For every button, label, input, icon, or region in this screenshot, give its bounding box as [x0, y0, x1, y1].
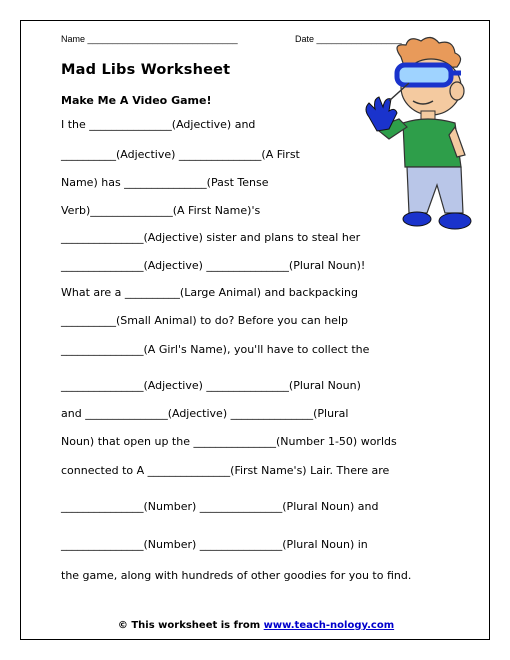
story-line: Name) has _______________(Past Tense — [61, 176, 269, 189]
cartoon-boy-goggles-illustration — [361, 35, 486, 240]
story-line: _______________(Number) _______________(Plural Noun) and — [61, 500, 379, 513]
story-title: Make Me A Video Game! — [61, 94, 212, 107]
story-line: Noun) that open up the _______________(Number 1-50) worlds — [61, 435, 397, 448]
footer-credit — [21, 620, 491, 631]
story-line: _______________(Adjective) _______________(Plural Noun) — [61, 379, 361, 392]
footer-text: © This worksheet is from — [117, 620, 264, 631]
footer-link[interactable]: www.teach-nology.com — [263, 620, 395, 631]
story-line: __________(Adjective) _______________(A First — [61, 148, 300, 161]
right-shoe-shape — [439, 213, 471, 229]
story-line: the game, along with hundreds of other goodies for you to find. — [61, 569, 412, 582]
name-field: Name ______________________________ — [61, 34, 238, 44]
worksheet-title: Mad Libs Worksheet — [61, 62, 231, 78]
date-field: Date _________________ — [295, 34, 402, 44]
story-line: _______________(A Girl's Name), you'll have to collect the — [61, 343, 370, 356]
left-shoe-shape — [403, 212, 431, 226]
story-line: _______________(Adjective) _______________(Plural Noun)! — [61, 259, 366, 272]
story-line: What are a __________(Large Animal) and backpacking — [61, 286, 358, 299]
story-line: connected to A _______________(First Name's) Lair. There are — [61, 464, 390, 477]
pants-shape — [407, 167, 463, 213]
story-line: _______________(Adjective) sister and plans to steal her — [61, 231, 361, 244]
story-line: and _______________(Adjective) _______________(Plural — [61, 407, 349, 420]
story-line: _______________(Number) _______________(Plural Noun) in — [61, 538, 368, 551]
goggles-icon — [397, 65, 451, 85]
story-line: I the _______________(Adjective) and — [61, 118, 256, 131]
worksheet-page — [20, 20, 490, 640]
story-line: __________(Small Animal) to do? Before you can help — [61, 314, 348, 327]
story-line: Verb)_______________(A First Name)'s — [61, 204, 261, 217]
ear-shape — [450, 82, 464, 100]
